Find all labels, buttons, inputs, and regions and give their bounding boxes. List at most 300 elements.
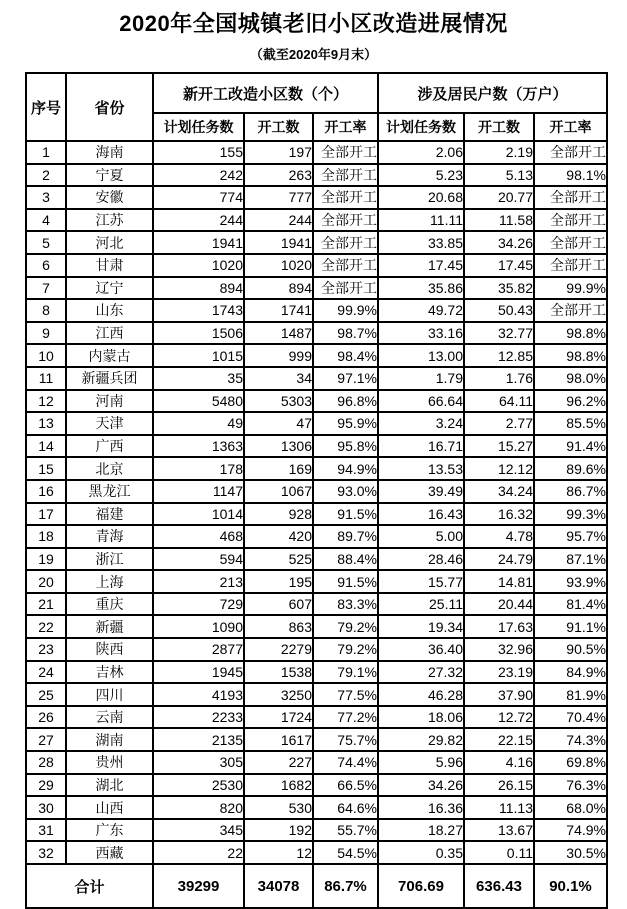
plan-households-cell: 19.34	[378, 615, 464, 638]
header-rate-households: 开工率	[534, 113, 607, 141]
rate-households-cell: 95.7%	[534, 525, 607, 548]
rate-communities-cell: 94.9%	[313, 457, 378, 480]
started-households-cell: 32.96	[464, 638, 534, 661]
rate-communities-cell: 55.7%	[313, 819, 378, 842]
rate-communities-cell: 79.1%	[313, 661, 378, 684]
plan-communities-cell: 1020	[153, 254, 244, 277]
header-plan-households: 计划任务数	[378, 113, 464, 141]
started-communities-cell: 1538	[244, 661, 313, 684]
started-communities-cell: 5303	[244, 390, 313, 413]
started-communities-cell: 863	[244, 615, 313, 638]
started-communities-cell: 2279	[244, 638, 313, 661]
row-index-cell: 32	[26, 841, 66, 864]
rate-households-cell: 全部开工	[534, 299, 607, 322]
rate-households-cell: 74.3%	[534, 728, 607, 751]
started-communities-cell: 928	[244, 503, 313, 526]
row-index-cell: 30	[26, 796, 66, 819]
table-row	[26, 186, 607, 209]
rate-communities-cell: 66.5%	[313, 774, 378, 797]
total-rate-communities-cell: 86.7%	[313, 864, 378, 908]
row-index-cell: 10	[26, 344, 66, 367]
rate-households-cell: 74.9%	[534, 819, 607, 842]
row-index-cell: 25	[26, 683, 66, 706]
row-index-cell: 5	[26, 231, 66, 254]
rate-communities-cell: 64.6%	[313, 796, 378, 819]
plan-households-cell: 29.82	[378, 728, 464, 751]
plan-households-cell: 28.46	[378, 548, 464, 571]
plan-communities-cell: 820	[153, 796, 244, 819]
started-households-cell: 17.63	[464, 615, 534, 638]
province-cell: 四川	[66, 683, 153, 706]
started-households-cell: 16.32	[464, 503, 534, 526]
started-households-cell: 4.16	[464, 751, 534, 774]
rate-households-cell: 全部开工	[534, 141, 607, 164]
rate-communities-cell: 93.0%	[313, 480, 378, 503]
started-communities-cell: 1724	[244, 706, 313, 729]
started-households-cell: 20.77	[464, 186, 534, 209]
rate-households-cell: 全部开工	[534, 209, 607, 232]
started-communities-cell: 197	[244, 141, 313, 164]
started-communities-cell: 1067	[244, 480, 313, 503]
rate-households-cell: 98.1%	[534, 164, 607, 187]
plan-households-cell: 3.24	[378, 412, 464, 435]
rate-households-cell: 全部开工	[534, 186, 607, 209]
plan-households-cell: 15.77	[378, 570, 464, 593]
province-cell: 西藏	[66, 841, 153, 864]
started-households-cell: 11.13	[464, 796, 534, 819]
plan-communities-cell: 594	[153, 548, 244, 571]
table-header	[26, 73, 607, 141]
started-communities-cell: 894	[244, 277, 313, 300]
plan-communities-cell: 1743	[153, 299, 244, 322]
rate-communities-cell: 97.1%	[313, 367, 378, 390]
header-plan-communities: 计划任务数	[153, 113, 244, 141]
row-index-cell: 18	[26, 525, 66, 548]
plan-households-cell: 33.16	[378, 322, 464, 345]
total-started-communities-cell: 34078	[244, 864, 313, 908]
started-communities-cell: 525	[244, 548, 313, 571]
plan-households-cell: 2.06	[378, 141, 464, 164]
rate-households-cell: 99.3%	[534, 503, 607, 526]
rate-communities-cell: 75.7%	[313, 728, 378, 751]
rate-communities-cell: 99.9%	[313, 299, 378, 322]
started-households-cell: 15.27	[464, 435, 534, 458]
row-index-cell: 1	[26, 141, 66, 164]
started-communities-cell: 1682	[244, 774, 313, 797]
plan-households-cell: 1.79	[378, 367, 464, 390]
province-cell: 吉林	[66, 661, 153, 684]
row-index-cell: 15	[26, 457, 66, 480]
started-communities-cell: 1941	[244, 231, 313, 254]
header-rate-communities: 开工率	[313, 113, 378, 141]
started-communities-cell: 777	[244, 186, 313, 209]
province-cell: 福建	[66, 503, 153, 526]
header-started-households: 开工数	[464, 113, 534, 141]
started-communities-cell: 34	[244, 367, 313, 390]
header-group-communities: 新开工改造小区数（个）	[153, 73, 378, 113]
rate-communities-cell: 全部开工	[313, 186, 378, 209]
rate-households-cell: 76.3%	[534, 774, 607, 797]
plan-households-cell: 16.71	[378, 435, 464, 458]
header-group-households: 涉及居民户数（万户）	[378, 73, 607, 113]
table-row	[26, 570, 607, 593]
row-index-cell: 6	[26, 254, 66, 277]
row-index-cell: 28	[26, 751, 66, 774]
row-index-cell: 23	[26, 638, 66, 661]
plan-households-cell: 13.00	[378, 344, 464, 367]
table-row	[26, 841, 607, 864]
table-row	[26, 209, 607, 232]
province-cell: 湖北	[66, 774, 153, 797]
table-row	[26, 525, 607, 548]
started-communities-cell: 607	[244, 593, 313, 616]
started-households-cell: 12.85	[464, 344, 534, 367]
table-row	[26, 457, 607, 480]
table-row	[26, 615, 607, 638]
started-communities-cell: 1741	[244, 299, 313, 322]
total-row	[26, 864, 607, 908]
row-index-cell: 21	[26, 593, 66, 616]
started-communities-cell: 244	[244, 209, 313, 232]
plan-communities-cell: 774	[153, 186, 244, 209]
rate-communities-cell: 77.5%	[313, 683, 378, 706]
province-cell: 辽宁	[66, 277, 153, 300]
plan-households-cell: 49.72	[378, 299, 464, 322]
province-cell: 江苏	[66, 209, 153, 232]
plan-communities-cell: 894	[153, 277, 244, 300]
started-communities-cell: 227	[244, 751, 313, 774]
province-cell: 安徽	[66, 186, 153, 209]
plan-communities-cell: 2135	[153, 728, 244, 751]
plan-households-cell: 5.23	[378, 164, 464, 187]
plan-households-cell: 35.86	[378, 277, 464, 300]
progress-table	[25, 72, 608, 909]
started-households-cell: 2.19	[464, 141, 534, 164]
province-cell: 上海	[66, 570, 153, 593]
row-index-cell: 16	[26, 480, 66, 503]
started-households-cell: 23.19	[464, 661, 534, 684]
province-cell: 新疆	[66, 615, 153, 638]
plan-communities-cell: 1015	[153, 344, 244, 367]
province-cell: 北京	[66, 457, 153, 480]
plan-communities-cell: 1941	[153, 231, 244, 254]
started-households-cell: 64.11	[464, 390, 534, 413]
plan-households-cell: 34.26	[378, 774, 464, 797]
rate-households-cell: 91.4%	[534, 435, 607, 458]
started-households-cell: 17.45	[464, 254, 534, 277]
started-households-cell: 0.11	[464, 841, 534, 864]
row-index-cell: 29	[26, 774, 66, 797]
province-cell: 云南	[66, 706, 153, 729]
rate-communities-cell: 89.7%	[313, 525, 378, 548]
rate-communities-cell: 96.8%	[313, 390, 378, 413]
started-households-cell: 24.79	[464, 548, 534, 571]
rate-communities-cell: 全部开工	[313, 141, 378, 164]
rate-households-cell: 全部开工	[534, 254, 607, 277]
table-row	[26, 593, 607, 616]
started-communities-cell: 1020	[244, 254, 313, 277]
row-index-cell: 13	[26, 412, 66, 435]
table-row	[26, 661, 607, 684]
row-index-cell: 27	[26, 728, 66, 751]
province-cell: 广西	[66, 435, 153, 458]
table-row	[26, 344, 607, 367]
rate-households-cell: 86.7%	[534, 480, 607, 503]
row-index-cell: 8	[26, 299, 66, 322]
rate-communities-cell: 全部开工	[313, 164, 378, 187]
started-households-cell: 37.90	[464, 683, 534, 706]
table-row	[26, 390, 607, 413]
table-row	[26, 277, 607, 300]
table-row	[26, 231, 607, 254]
rate-households-cell: 89.6%	[534, 457, 607, 480]
province-cell: 湖南	[66, 728, 153, 751]
plan-communities-cell: 2877	[153, 638, 244, 661]
table-row	[26, 480, 607, 503]
table-row	[26, 367, 607, 390]
province-cell: 山东	[66, 299, 153, 322]
started-households-cell: 5.13	[464, 164, 534, 187]
started-households-cell: 26.15	[464, 774, 534, 797]
table-row	[26, 728, 607, 751]
started-households-cell: 11.58	[464, 209, 534, 232]
rate-communities-cell: 88.4%	[313, 548, 378, 571]
row-index-cell: 24	[26, 661, 66, 684]
rate-households-cell: 81.4%	[534, 593, 607, 616]
province-cell: 贵州	[66, 751, 153, 774]
row-index-cell: 22	[26, 615, 66, 638]
rate-households-cell: 93.9%	[534, 570, 607, 593]
started-households-cell: 4.78	[464, 525, 534, 548]
table-footer	[26, 864, 607, 908]
started-communities-cell: 1617	[244, 728, 313, 751]
row-index-cell: 4	[26, 209, 66, 232]
table-row	[26, 796, 607, 819]
total-rate-households-cell: 90.1%	[534, 864, 607, 908]
rate-households-cell: 68.0%	[534, 796, 607, 819]
plan-households-cell: 18.27	[378, 819, 464, 842]
plan-households-cell: 5.00	[378, 525, 464, 548]
row-index-cell: 26	[26, 706, 66, 729]
table-body	[26, 141, 607, 864]
rate-communities-cell: 91.5%	[313, 570, 378, 593]
table-row	[26, 774, 607, 797]
started-communities-cell: 530	[244, 796, 313, 819]
province-cell: 广东	[66, 819, 153, 842]
rate-households-cell: 98.8%	[534, 322, 607, 345]
plan-households-cell: 13.53	[378, 457, 464, 480]
started-households-cell: 13.67	[464, 819, 534, 842]
province-cell: 重庆	[66, 593, 153, 616]
rate-households-cell: 98.8%	[534, 344, 607, 367]
plan-households-cell: 39.49	[378, 480, 464, 503]
row-index-cell: 14	[26, 435, 66, 458]
plan-households-cell: 20.68	[378, 186, 464, 209]
started-households-cell: 1.76	[464, 367, 534, 390]
table-row	[26, 638, 607, 661]
province-cell: 浙江	[66, 548, 153, 571]
plan-communities-cell: 2530	[153, 774, 244, 797]
rate-communities-cell: 全部开工	[313, 277, 378, 300]
plan-communities-cell: 305	[153, 751, 244, 774]
plan-communities-cell: 4193	[153, 683, 244, 706]
header-started-communities: 开工数	[244, 113, 313, 141]
rate-communities-cell: 全部开工	[313, 231, 378, 254]
table-row	[26, 412, 607, 435]
started-households-cell: 12.12	[464, 457, 534, 480]
province-cell: 青海	[66, 525, 153, 548]
table-row	[26, 751, 607, 774]
plan-communities-cell: 1147	[153, 480, 244, 503]
rate-households-cell: 81.9%	[534, 683, 607, 706]
plan-communities-cell: 345	[153, 819, 244, 842]
rate-communities-cell: 95.8%	[313, 435, 378, 458]
table-row	[26, 503, 607, 526]
total-label-cell: 合计	[26, 864, 153, 908]
plan-households-cell: 17.45	[378, 254, 464, 277]
plan-communities-cell: 35	[153, 367, 244, 390]
province-cell: 山西	[66, 796, 153, 819]
rate-communities-cell: 79.2%	[313, 615, 378, 638]
page-title: 2020年全国城镇老旧小区改造进展情况	[119, 11, 508, 36]
province-cell: 陕西	[66, 638, 153, 661]
row-index-cell: 12	[26, 390, 66, 413]
plan-communities-cell: 5480	[153, 390, 244, 413]
province-cell: 甘肃	[66, 254, 153, 277]
table-row	[26, 322, 607, 345]
rate-households-cell: 99.9%	[534, 277, 607, 300]
plan-communities-cell: 1506	[153, 322, 244, 345]
row-index-cell: 11	[26, 367, 66, 390]
row-index-cell: 19	[26, 548, 66, 571]
started-households-cell: 22.15	[464, 728, 534, 751]
total-plan-communities-cell: 39299	[153, 864, 244, 908]
plan-households-cell: 33.85	[378, 231, 464, 254]
plan-households-cell: 11.11	[378, 209, 464, 232]
rate-households-cell: 91.1%	[534, 615, 607, 638]
rate-households-cell: 30.5%	[534, 841, 607, 864]
plan-communities-cell: 1945	[153, 661, 244, 684]
rate-households-cell: 全部开工	[534, 231, 607, 254]
started-communities-cell: 1306	[244, 435, 313, 458]
started-communities-cell: 12	[244, 841, 313, 864]
plan-households-cell: 27.32	[378, 661, 464, 684]
started-communities-cell: 420	[244, 525, 313, 548]
rate-households-cell: 84.9%	[534, 661, 607, 684]
plan-communities-cell: 22	[153, 841, 244, 864]
plan-households-cell: 16.36	[378, 796, 464, 819]
started-communities-cell: 263	[244, 164, 313, 187]
plan-households-cell: 36.40	[378, 638, 464, 661]
table-row	[26, 706, 607, 729]
rate-communities-cell: 54.5%	[313, 841, 378, 864]
rate-communities-cell: 83.3%	[313, 593, 378, 616]
rate-communities-cell: 79.2%	[313, 638, 378, 661]
plan-communities-cell: 244	[153, 209, 244, 232]
started-households-cell: 20.44	[464, 593, 534, 616]
province-cell: 海南	[66, 141, 153, 164]
plan-communities-cell: 155	[153, 141, 244, 164]
started-households-cell: 34.26	[464, 231, 534, 254]
started-communities-cell: 47	[244, 412, 313, 435]
table-row	[26, 683, 607, 706]
rate-communities-cell: 98.4%	[313, 344, 378, 367]
plan-communities-cell: 1363	[153, 435, 244, 458]
row-index-cell: 17	[26, 503, 66, 526]
table-row	[26, 254, 607, 277]
started-communities-cell: 169	[244, 457, 313, 480]
table-row	[26, 819, 607, 842]
total-plan-households-cell: 706.69	[378, 864, 464, 908]
province-cell: 新疆兵团	[66, 367, 153, 390]
started-households-cell: 34.24	[464, 480, 534, 503]
province-cell: 黑龙江	[66, 480, 153, 503]
table-row	[26, 435, 607, 458]
plan-households-cell: 18.06	[378, 706, 464, 729]
plan-communities-cell: 1014	[153, 503, 244, 526]
started-communities-cell: 3250	[244, 683, 313, 706]
total-started-households-cell: 636.43	[464, 864, 534, 908]
rate-communities-cell: 全部开工	[313, 209, 378, 232]
row-index-cell: 9	[26, 322, 66, 345]
province-cell: 宁夏	[66, 164, 153, 187]
rate-households-cell: 90.5%	[534, 638, 607, 661]
started-households-cell: 35.82	[464, 277, 534, 300]
document-page	[0, 7, 627, 896]
page-subtitle: （截至2020年9月末）	[249, 47, 378, 62]
plan-communities-cell: 242	[153, 164, 244, 187]
table-row	[26, 548, 607, 571]
started-communities-cell: 195	[244, 570, 313, 593]
rate-communities-cell: 98.7%	[313, 322, 378, 345]
rate-households-cell: 96.2%	[534, 390, 607, 413]
started-communities-cell: 1487	[244, 322, 313, 345]
plan-households-cell: 16.43	[378, 503, 464, 526]
rate-communities-cell: 77.2%	[313, 706, 378, 729]
started-households-cell: 2.77	[464, 412, 534, 435]
row-index-cell: 20	[26, 570, 66, 593]
plan-communities-cell: 729	[153, 593, 244, 616]
row-index-cell: 31	[26, 819, 66, 842]
rate-households-cell: 70.4%	[534, 706, 607, 729]
started-communities-cell: 192	[244, 819, 313, 842]
table-row	[26, 299, 607, 322]
rate-communities-cell: 全部开工	[313, 254, 378, 277]
rate-communities-cell: 74.4%	[313, 751, 378, 774]
rate-communities-cell: 91.5%	[313, 503, 378, 526]
table-row	[26, 141, 607, 164]
province-cell: 河南	[66, 390, 153, 413]
plan-households-cell: 66.64	[378, 390, 464, 413]
plan-communities-cell: 468	[153, 525, 244, 548]
started-households-cell: 32.77	[464, 322, 534, 345]
plan-households-cell: 5.96	[378, 751, 464, 774]
started-households-cell: 14.81	[464, 570, 534, 593]
province-cell: 内蒙古	[66, 344, 153, 367]
plan-households-cell: 46.28	[378, 683, 464, 706]
started-households-cell: 12.72	[464, 706, 534, 729]
row-index-cell: 3	[26, 186, 66, 209]
rate-households-cell: 87.1%	[534, 548, 607, 571]
plan-households-cell: 25.11	[378, 593, 464, 616]
started-communities-cell: 999	[244, 344, 313, 367]
plan-communities-cell: 213	[153, 570, 244, 593]
rate-households-cell: 69.8%	[534, 751, 607, 774]
header-index: 序号	[26, 73, 66, 141]
rate-households-cell: 85.5%	[534, 412, 607, 435]
province-cell: 天津	[66, 412, 153, 435]
province-cell: 江西	[66, 322, 153, 345]
